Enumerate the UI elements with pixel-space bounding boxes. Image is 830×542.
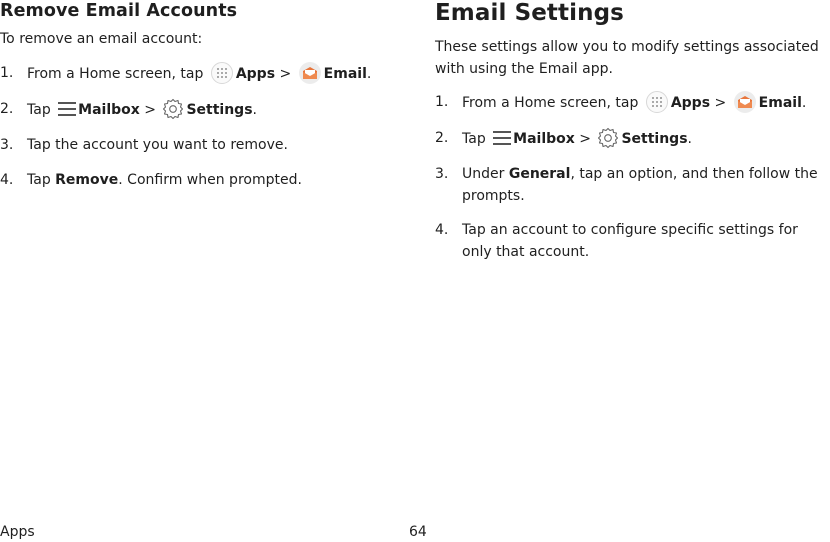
general-label: General [508,166,571,182]
step-item: 3. Under General, tap an option, and then follow the prompts. [435,163,830,207]
step-item: 3. Tap the account you want to remove. [0,134,405,156]
step-item: 4. Tap Remove. Confirm when prompted. [0,169,405,191]
steps-list [0,62,405,191]
remove-email-accounts-section [0,0,405,191]
step-item: 1. From a Home screen, tap Apps > Email. [435,91,830,115]
step-number: 4. [435,222,449,238]
step-item: 1. From a Home screen, tap Apps > Email. [0,62,405,86]
section-intro: To remove an email account: [0,31,203,47]
section-heading: Remove Email Accounts [0,1,238,21]
step-number: 4. [0,172,14,188]
mailbox-label: Mailbox [78,102,140,118]
remove-label: Remove [55,172,119,188]
settings-label: Settings [186,102,253,118]
apps-label: Apps [235,66,276,82]
menu-icon [493,129,511,147]
mailbox-label: Mailbox [513,131,575,147]
email-envelope-icon [734,91,756,113]
step-number: 1. [0,65,14,81]
step-item: 2. Tap Mailbox > Settings. [0,98,405,122]
section-intro: These settings allow you to modify settings associated with using the Email app. [435,39,819,77]
step-number: 1. [435,94,449,110]
apps-label: Apps [670,95,711,111]
email-settings-section [435,0,830,263]
page-number: 64 [409,524,427,540]
step-item: 4. Tap an account to configure specific settings for only that account. [435,219,830,263]
step-number: 3. [0,137,14,153]
apps-icon [646,91,668,113]
step-number: 3. [435,166,449,182]
step-item: 2. Tap Mailbox > Settings. [435,127,830,151]
gear-icon [162,98,184,120]
settings-label: Settings [621,131,688,147]
email-envelope-icon [299,62,321,84]
menu-icon [58,100,76,118]
step-number: 2. [0,101,14,117]
footer-section-name: Apps [0,524,35,540]
step-number: 2. [435,130,449,146]
apps-icon [211,62,233,84]
section-heading: Email Settings [435,0,624,26]
gear-icon [597,127,619,149]
email-label: Email [758,95,802,111]
steps-list [435,91,830,263]
email-label: Email [323,66,367,82]
